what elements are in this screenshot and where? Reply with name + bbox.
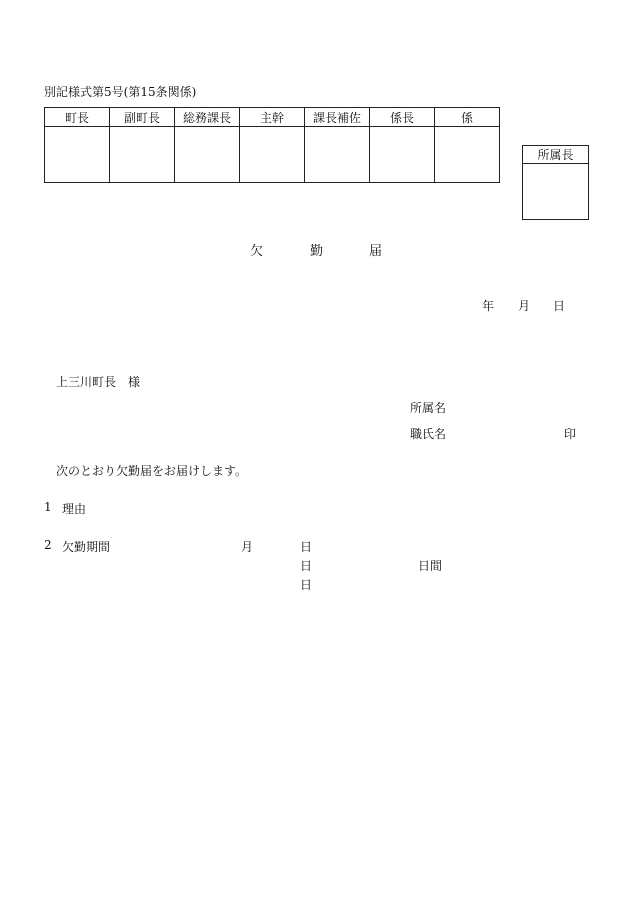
period-day-to: 日: [300, 559, 313, 573]
approval-header-deputy-mayor: 副町長: [110, 108, 175, 127]
period-day-from: 日: [300, 540, 313, 554]
approval-stamp-table: [44, 107, 500, 183]
period-day-extra: 日: [300, 578, 313, 592]
addressee: 上三川町長 様: [56, 375, 141, 389]
approval-header-staff: 係: [435, 108, 500, 127]
period-days-count: 日間: [418, 559, 443, 573]
item-1-label: 理由: [62, 502, 87, 516]
stamp-cell: [305, 127, 370, 183]
approval-header-senior-officer: 主幹: [240, 108, 305, 127]
item-2-label: 欠勤期間: [62, 540, 111, 554]
title-char-1: 欠: [250, 244, 264, 259]
department-head-stamp-table: [522, 145, 589, 220]
item-2-number: 2: [44, 538, 52, 552]
date-month: 月: [518, 299, 531, 313]
item-1-number: 1: [44, 500, 52, 514]
name-label: 職氏名: [410, 427, 447, 441]
approval-header-mayor: 町長: [45, 108, 110, 127]
stamp-cell: [435, 127, 500, 183]
approval-header-general-affairs-chief: 総務課長: [175, 108, 240, 127]
stamp-cell: [45, 127, 110, 183]
stamp-cell: [370, 127, 435, 183]
stamp-cell: [240, 127, 305, 183]
title-char-2: 勤: [310, 244, 324, 259]
form-label: 別記様式第5号(第15条関係): [44, 85, 197, 99]
stamp-cell: [110, 127, 175, 183]
date-year: 年: [482, 299, 495, 313]
date-day: 日: [553, 299, 566, 313]
approval-header-assistant-chief: 課長補佐: [305, 108, 370, 127]
title-char-3: 届: [369, 244, 383, 259]
intro-text: 次のとおり欠勤届をお届けします。: [56, 464, 248, 478]
approval-header-section-head: 係長: [370, 108, 435, 127]
stamp-cell: [175, 127, 240, 183]
stamp-cell: [523, 164, 589, 220]
department-head-header: 所属長: [523, 146, 589, 164]
seal-mark: 印: [564, 427, 577, 441]
affiliation-label: 所属名: [410, 401, 447, 415]
period-month: 月: [241, 540, 254, 554]
